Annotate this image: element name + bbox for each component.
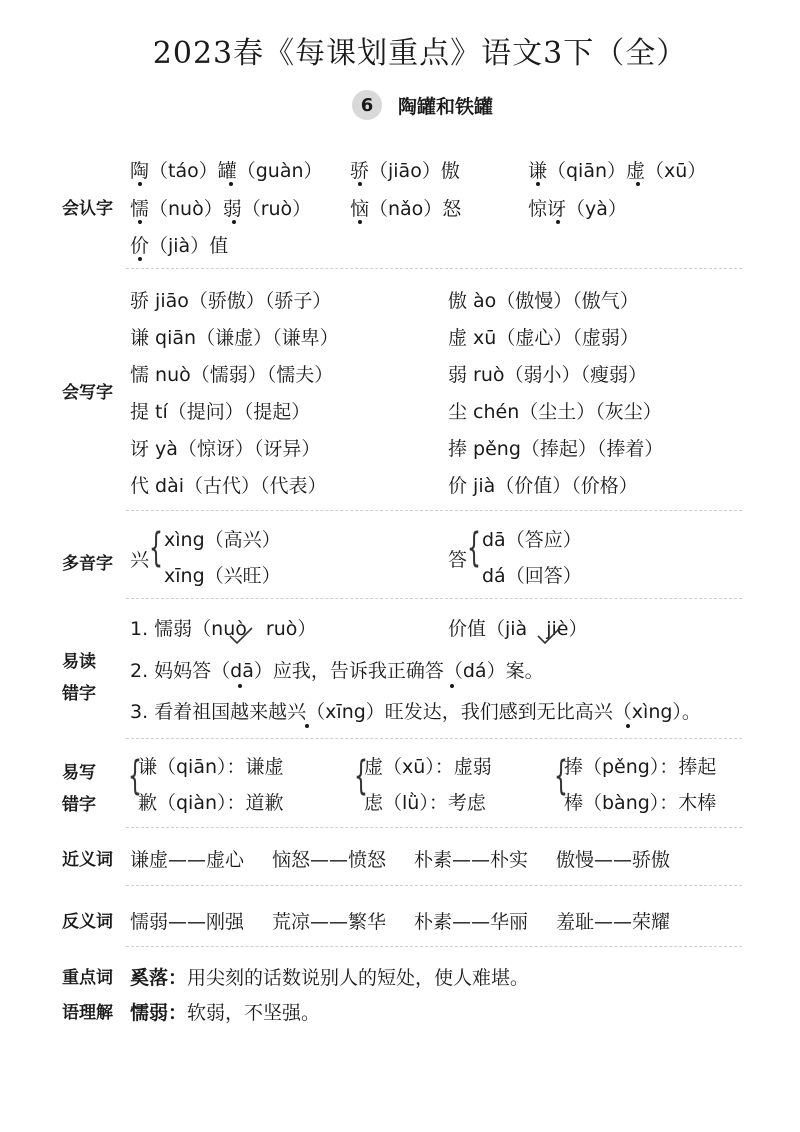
emphasis-dot bbox=[536, 182, 540, 186]
antonyms-label: 反义词 bbox=[62, 912, 113, 932]
recognize-item: 价（jià）值 bbox=[130, 235, 229, 257]
check-mark-icon bbox=[536, 626, 562, 646]
miswrite-label: 易写 bbox=[62, 763, 96, 783]
antonym-pair: 懦弱——刚强 bbox=[130, 911, 245, 933]
emphasis-dot bbox=[358, 182, 362, 186]
write-item: 捧 pěng（捧起）（捧着） bbox=[448, 438, 664, 460]
polyphone-label: 多音字 bbox=[62, 554, 113, 574]
antonym-pair: 羞耻——荣耀 bbox=[556, 911, 671, 933]
miswrite-label: 错字 bbox=[62, 795, 96, 815]
emphasis-dot bbox=[636, 182, 640, 186]
misread-label: 易读 bbox=[62, 652, 96, 672]
lesson-header bbox=[352, 90, 493, 120]
section-divider bbox=[126, 738, 742, 739]
write-item: 谦 qiān（谦虚）（谦卑） bbox=[130, 327, 339, 349]
emphasis-dot bbox=[138, 182, 142, 186]
emphasis-dot bbox=[229, 182, 233, 186]
emphasis-dot bbox=[138, 257, 142, 261]
write-item: 尘 chén（尘土）（灰尘） bbox=[448, 401, 662, 423]
polyphone-reading: xīng（兴旺） bbox=[164, 565, 281, 587]
miswrite-item: 捧（pěng）：捧起 bbox=[564, 756, 717, 778]
synonym-pair: 谦虚——虚心 bbox=[130, 849, 245, 871]
lesson-title: 陶罐和铁罐 bbox=[398, 95, 494, 118]
write-item: 傲 ào（傲慢）（傲气） bbox=[448, 290, 639, 312]
page-title: 2023春《每课划重点》语文3下（全） bbox=[152, 36, 688, 71]
emphasis-dot bbox=[232, 220, 236, 224]
synonym-pair: 恼怒——愤怒 bbox=[272, 849, 387, 871]
keyword-entry bbox=[130, 998, 320, 1025]
emphasis-dot bbox=[305, 724, 309, 728]
emphasis-dot bbox=[450, 684, 454, 688]
section-divider bbox=[126, 946, 742, 947]
miswrite-item: 歉（qiàn）：道歉 bbox=[138, 792, 284, 814]
polyphone-char: 兴 bbox=[130, 549, 150, 571]
section-divider bbox=[126, 885, 742, 886]
write-item: 懦 nuò（懦弱）（懦夫） bbox=[130, 364, 334, 386]
section-divider bbox=[126, 598, 742, 599]
misread-line: 3. 看着祖国越来越兴（xīng）旺发达，我们感到无比高兴（xìng）。 bbox=[130, 701, 701, 723]
keyword-definition: 软弱，不坚强。 bbox=[187, 1002, 321, 1024]
miswrite-item: 虚（xū）：虚弱 bbox=[364, 756, 492, 778]
misread-line: 2. 妈妈答（dā）应我，告诉我正确答（dá）案。 bbox=[130, 660, 544, 682]
polyphone-reading: xìng（高兴） bbox=[164, 529, 281, 551]
misread-line: 价值（jià jiè） bbox=[448, 618, 588, 640]
brace: { bbox=[354, 753, 368, 799]
keyword-entry bbox=[130, 963, 529, 990]
write-item: 虚 xū（虚心）（虚弱） bbox=[448, 327, 639, 349]
brace: { bbox=[128, 753, 142, 799]
keyword-term: 奚落： bbox=[130, 967, 188, 989]
lesson-number-badge: 6 bbox=[352, 90, 382, 120]
write-label: 会写字 bbox=[62, 383, 113, 403]
polyphone-reading: dā（答应） bbox=[482, 529, 582, 551]
section-divider bbox=[126, 827, 742, 828]
emphasis-dot bbox=[556, 220, 560, 224]
antonym-pair: 荒凉——繁华 bbox=[272, 911, 387, 933]
write-item: 讶 yà（惊讶）（讶异） bbox=[130, 438, 321, 460]
recognize-item: 懦（nuò）弱（ruò） bbox=[130, 198, 312, 220]
polyphone-char: 答 bbox=[448, 549, 468, 571]
recognize-item: 骄（jiāo）傲 bbox=[350, 160, 460, 182]
emphasis-dot bbox=[138, 220, 142, 224]
write-item: 代 dài（古代）（代表） bbox=[130, 475, 327, 497]
polyphone-reading: dá（回答） bbox=[482, 565, 582, 587]
miswrite-item: 谦（qiān）：谦虚 bbox=[138, 756, 284, 778]
synonyms-label: 近义词 bbox=[62, 850, 113, 870]
misread-line: 1. 懦弱（nuò ruò） bbox=[130, 618, 317, 640]
emphasis-dot bbox=[626, 724, 630, 728]
recognize-item: 陶（táo）罐（guàn） bbox=[130, 160, 323, 182]
section-divider bbox=[126, 268, 742, 269]
recognize-item: 惊讶（yà） bbox=[528, 198, 627, 220]
check-mark-icon bbox=[228, 626, 254, 646]
keyword-definition: 用尖刻的话数说别人的短处，使人难堪。 bbox=[187, 967, 530, 989]
brace: { bbox=[467, 525, 481, 571]
write-item: 提 tí（提问）（提起） bbox=[130, 401, 311, 423]
keywords-label: 重点词 bbox=[62, 968, 113, 988]
miswrite-item: 棒（bàng）：木棒 bbox=[564, 792, 717, 814]
recognize-label: 会认字 bbox=[62, 199, 113, 219]
section-divider bbox=[126, 510, 742, 511]
recognize-item: 谦（qiān）虚（xū） bbox=[528, 160, 707, 182]
write-item: 骄 jiāo（骄傲）（骄子） bbox=[130, 290, 332, 312]
misread-label: 错字 bbox=[62, 684, 96, 704]
write-item: 弱 ruò（弱小）（瘦弱） bbox=[448, 364, 648, 386]
synonym-pair: 傲慢——骄傲 bbox=[556, 849, 671, 871]
emphasis-dot bbox=[238, 684, 242, 688]
antonym-pair: 朴素——华丽 bbox=[414, 911, 529, 933]
miswrite-item: 虑（lǜ）：考虑 bbox=[364, 792, 486, 814]
keyword-term: 懦弱： bbox=[130, 1002, 188, 1024]
brace: { bbox=[149, 525, 163, 571]
emphasis-dot bbox=[358, 220, 362, 224]
keywords-label: 语理解 bbox=[62, 1003, 113, 1023]
write-item: 价 jià（价值）（价格） bbox=[448, 475, 638, 497]
synonym-pair: 朴素——朴实 bbox=[414, 849, 529, 871]
recognize-item: 恼（nǎo）怒 bbox=[350, 198, 462, 220]
brace: { bbox=[554, 753, 568, 799]
